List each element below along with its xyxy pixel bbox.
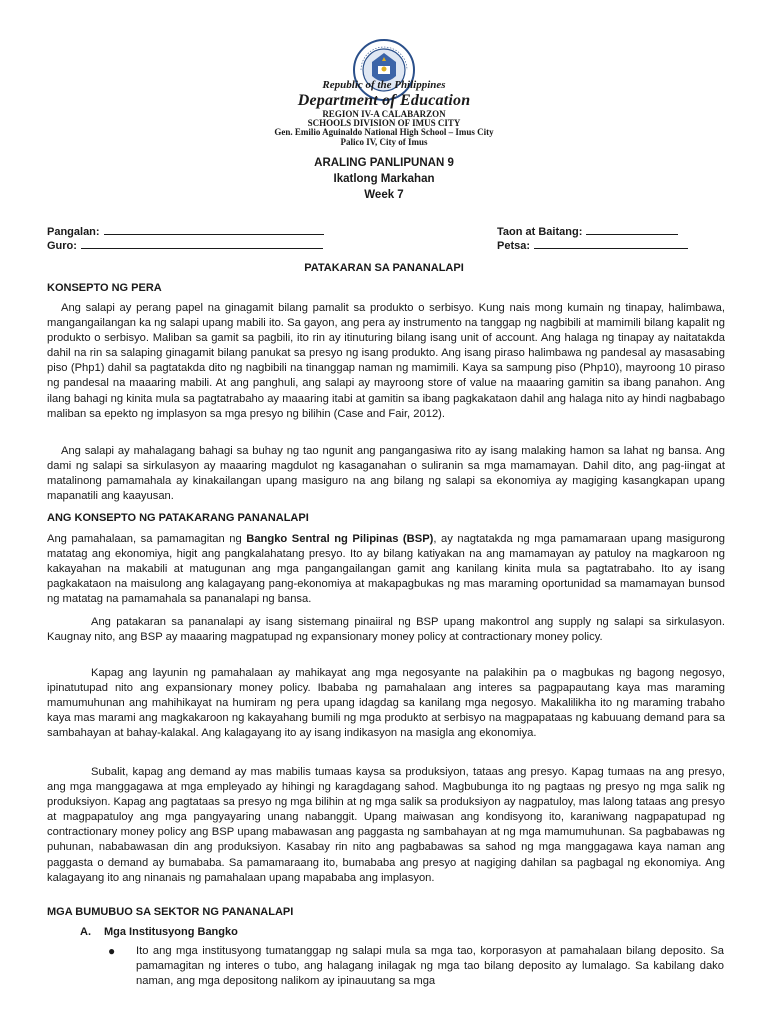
paragraph-patakaran-3: Kapag ang layunin ng pamahalaan ay mahikayat ang mga negosyante na palakihin pa o magbukas ng bagong negosyo, ipinatutupad nito ang expansionary money policy. Ibababa ng pamahalaan ang interes sa pagpapautang kaya mas maraming mamumuhunan ang mahihikayat na humiram ng pera upang idagdag sa kanilang mga negosyo. Makalilikha ito ng maraming trabaho kaya mas marami ang magkakaroon ng kakayahang bumili ng mga produkto at serbisyo na magpapataas ng kabuuang demand para sa sambahayan at bahay-kalakal. Ang kalagayang ito ay isang indikasyon na masigla ang ekonomiya. bbox=[47, 667, 725, 740]
name-field[interactable] bbox=[47, 224, 324, 238]
date-label: Petsa: bbox=[497, 240, 531, 252]
republic-label: Republic of the Philippines bbox=[322, 79, 446, 91]
school-label: Gen. Emilio Aguinaldo National High School – Imus City bbox=[274, 127, 494, 137]
bullet-item-bangko bbox=[108, 944, 724, 989]
subsection-bangko bbox=[80, 926, 238, 938]
division-label: SCHOOLS DIVISION OF IMUS CITY bbox=[307, 118, 461, 128]
subsection-label: Mga Institusyong Bangko bbox=[104, 926, 238, 938]
bullet-icon: ● bbox=[108, 944, 116, 958]
grade-label: Taon at Baitang: bbox=[497, 226, 583, 238]
paragraph-konsepto-1: Ang salapi ay perang papel na ginagamit bilang pamalit sa produkto o serbisyo. Kung nais mong kumain ng tinapay, halimbawa, mangangailangan ka ng salapi upang mabili ito. Sa gayon, ang pera ay instrumento na tanggap ng nagbibili at mamimili bilang kapalit ng produkto o serbisyo. Maliban sa gamit sa pagbili, ito rin ay itinuturing bilang isang unit of account. Ang halaga ng tinapay ay naitatakda dahil na rin sa salaping ginagamit bilang panukat sa presyo ng isang produkto. Ang isang piraso halimbawa ng pandesal ay masasabing piso (Php1) dahil sa pagtatakda dito ng nagbibili na tinanggap naman ng mamimili. Kaya sa sampung piso (Php10), mayroong 10 piraso ng pandesal na maaaring mabili. At ang panghuli, ang salapi ay mayroong store of value na maaaring gamitin sa ibang panahon. Ang ilang bahagi ng kinita mula sa pagtatrabaho ay maaaring itabi at gamitin sa ibang pagkakataon dahil ang halaga nito ay hindi nagbabago maliban sa epekto ng implasyon sa mga presyo ng bilihin (Case and Fair, 2012). bbox=[47, 302, 725, 420]
subsection-letter: A. bbox=[80, 926, 91, 938]
quarter-label: Ikatlong Markahan bbox=[333, 173, 435, 185]
address-label: Palico IV, City of Imus bbox=[340, 137, 428, 147]
department-label: Department of Education bbox=[297, 92, 471, 109]
subject-title: ARALING PANLIPUNAN 9 bbox=[314, 157, 454, 169]
week-label: Week 7 bbox=[364, 189, 404, 201]
grade-field[interactable] bbox=[497, 224, 678, 238]
bsp-name: Bangko Sentral ng Pilipinas (BSP) bbox=[246, 533, 434, 545]
teacher-field[interactable] bbox=[47, 238, 323, 252]
date-blank[interactable] bbox=[534, 238, 688, 249]
bullet-text: Ito ang mga institusyong tumatanggap ng salapi mula sa mga tao, korporasyon at pamahalaan bilang deposito. Sa pamamagitan ng interes o tubo, ang halagang inilagak ng mga tao bilang deposito ay lumalago. Sa kabilang dako naman, ang mga depositong nalikom ay ipinauutang sa mga bbox=[136, 945, 724, 988]
section-heading-patakaran: ANG KONSEPTO NG PATAKARANG PANANALAPI bbox=[47, 512, 309, 524]
name-blank[interactable] bbox=[104, 224, 324, 235]
section-heading-sektor: MGA BUMUBUO SA SEKTOR NG PANANALAPI bbox=[47, 906, 294, 918]
bsp-intro-text: Ang pamahalaan, sa pamamagitan ng bbox=[47, 533, 247, 545]
date-field[interactable] bbox=[497, 238, 688, 252]
document-title: PATAKARAN SA PANANALAPI bbox=[304, 262, 464, 274]
teacher-blank[interactable] bbox=[81, 238, 323, 249]
paragraph-konsepto-2: Ang salapi ay mahalagang bahagi sa buhay ng tao ngunit ang pangangasiwa rito ay isang malaking hamon sa lahat ng bansa. Ang dami ng salapi sa sirkulasyon ay maaaring magdulot ng kasaganahan o suliranin sa mga mamamayan. Dahil dito, ang pag-iingat at matalinong pamamahala ay kinakailangan upang masiguro na ang bilang ng salapi sa ekonomiya ay magiging kasangkapan upang mapanatili ang kaayusan. bbox=[47, 445, 725, 503]
paragraph-patakaran-1 bbox=[47, 532, 725, 607]
grade-blank[interactable] bbox=[586, 224, 678, 235]
teacher-label: Guro: bbox=[47, 240, 77, 252]
paragraph-patakaran-2: Ang patakaran sa pananalapi ay isang sistemang pinaiiral ng BSP upang makontrol ang supply ng salapi sa sirkulasyon. Kaugnay nito, ang BSP ay maaaring magpatupad ng expansionary money policy at contractionary money policy. bbox=[47, 616, 725, 644]
name-label: Pangalan: bbox=[47, 226, 100, 238]
bsp-rest-text: , ay nagtatakda ng mga pamamaraan upang masigurong matatag ang ekonomiya, higit ang pangkalahatang presyo. Ito ay bilang katiyakan na ang mamamayan ay patuloy na magkaroon ng kakayahan na makabili at matugunan ang mga pangangailangan gamit ang kanilang kinita mula sa pagtatrabaho. Ito ay isang pagkakataon na maisulong ang kalagayang pang-ekonomiya at makapagbukas ng mas maraming oportunidad sa mamamayan bunsod ng matatag na pamamahala sa pananalapi ng bansa. bbox=[47, 533, 725, 606]
section-heading-konsepto: KONSEPTO NG PERA bbox=[47, 282, 162, 294]
region-label: REGION IV-A CALABARZON bbox=[322, 109, 446, 119]
paragraph-patakaran-4: Subalit, kapag ang demand ay mas mabilis tumaas kaysa sa produksiyon, tataas ang presyo. Kapag tumaas na ang presyo, ang mga manggagawa at mga empleyado ay hihingi ng karagdagang sahod. Magbubunga ito ng pagtaas ng presyo ng mga salik ng produksiyon. Kapag ang pagtataas sa presyo ng mga bilihin at ng mga salik sa produksiyon ay nagpatuloy, mas lalong tataas ang presyo at magpapatuloy ang mga pangyayaring unang nabanggit. Upang maiwasan ang kondisyong ito, karaniwang nagpapatupad ng contractionary money policy ang BSP upang mabawasan ang paggasta ng sambahayan at ng mga mamumuhunan. Sa pagbabawas ng puhunan, nababawasan din ang produksiyon. Kasabay rin nito ang pagbabawas sa sahod ng mga manggagawa kaya naman ang paggasta o demand ay bumababa. Sa pamamaraang ito, bumababa ang presyo at nagiging dahilan sa pagbagal ng ekonomiya. Ang kalagayang ito ang ninanais ng pamahalaan upang mapababa ang implasyon. bbox=[47, 766, 725, 884]
